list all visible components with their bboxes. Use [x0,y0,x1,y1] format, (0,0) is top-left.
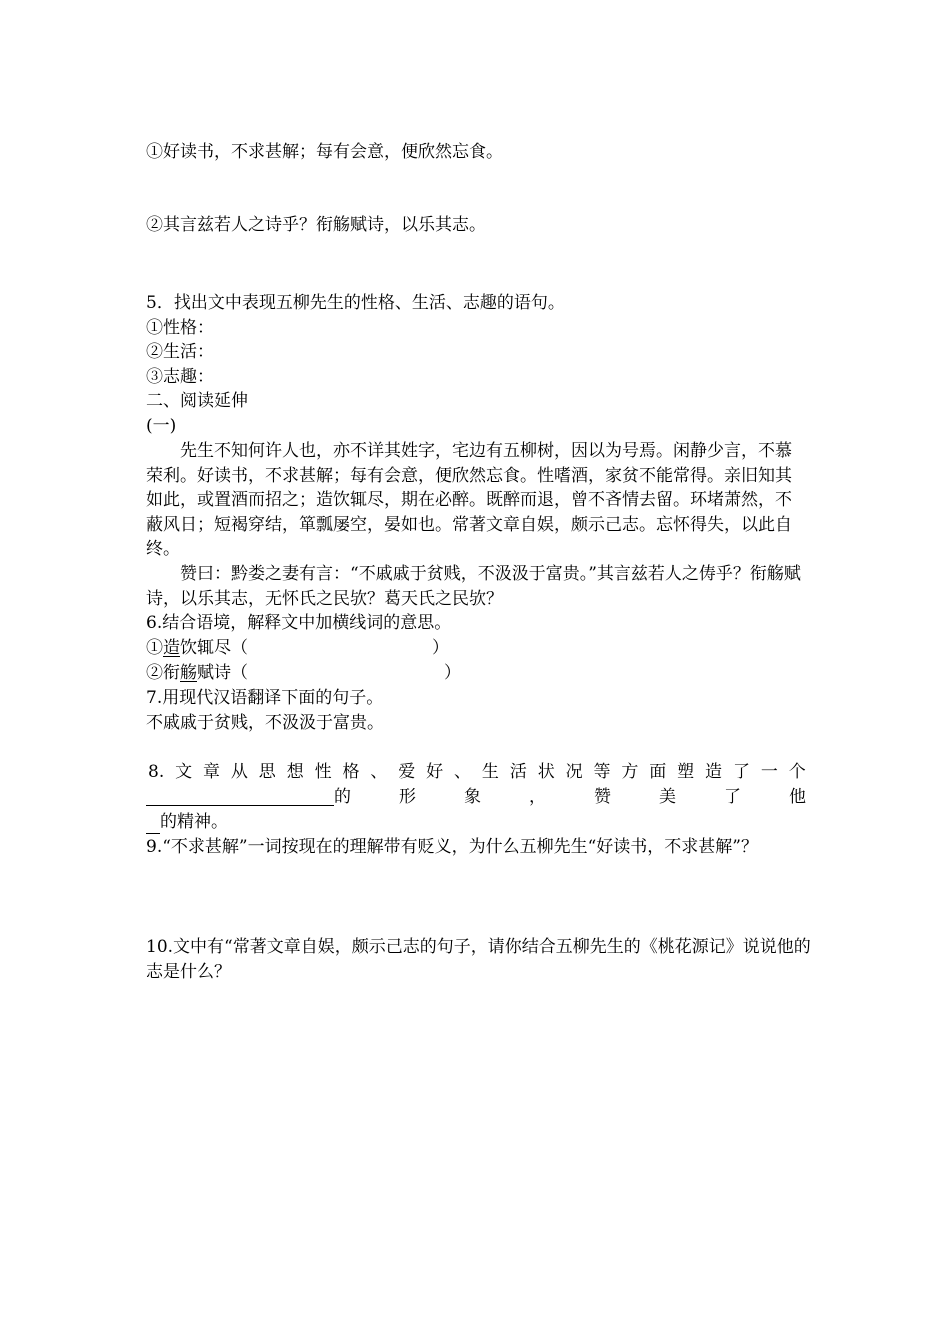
item-1-close: ） [432,638,449,658]
item-1-underlined-word: 造 [163,638,180,658]
item-2-underlined-word: 觞 [180,663,197,683]
question-5-life: ②生活： [146,342,214,362]
q8-char: 8. [148,762,165,782]
sentence-2: ②其言兹若人之诗乎？衔觞赋诗，以乐其志。 [146,215,486,235]
question-5-prompt: 5．找出文中表现五柳先生的性格、生活、志趣的语句。 [146,293,565,313]
q8-char: 文 [175,762,193,782]
question-7-prompt: 7.用现代汉语翻译下面的句子。 [146,688,384,708]
q8-char: 活 [509,762,527,782]
item-2-text: 赋诗（ [197,663,248,683]
q8-char: 个 [788,762,806,782]
q8-char: 等 [593,762,611,782]
question-10: 10.文中有“常著文章自娱，颇示己志的句子，请你结合五柳先生的《桃花源记》说说他的志是什么？ [146,937,811,982]
answer-blank[interactable] [146,785,334,806]
passage-paragraph-2: 赞曰：黔娄之妻有言：“不戚戚于贫贱，不汲汲于富贵。”其言兹若人之俦乎？衔觞赋诗，以乐其志，无怀氏之民欤？葛天氏之民欤？ [146,563,801,609]
answer-blank[interactable] [146,813,160,834]
question-6-prompt: 6.结合语境，解释文中加横线词的意思。 [146,613,452,633]
item-2-close: ） [444,663,461,683]
question-5-character: ①性格： [146,318,214,338]
q8-char: 了 [724,787,741,807]
passage-paragraph-1: 先生不知何许人也，亦不详其姓字，宅边有五柳树，因以为号焉。闲静少言，不慕荣利。好读书，不求甚解；每有会意，便欣然忘食。性嗜酒，家贫不能常得。亲旧知其如此，或置酒而招之；造饮辄尽，期在必醉。既醉而退，曾不吝情去留。环堵萧然，不蔽风日；短褐穿结，箪瓢屡空，晏如也。常著文章自娱，颇示己志。忘怀得失，以此自终。 [146,441,792,560]
question-6-item-1 [146,636,449,660]
q8-char: 爱 [398,762,416,782]
q8-char: 形 [399,787,416,807]
q8-char: 性 [314,762,332,782]
q8-line-2-text [334,785,806,809]
q8-char: 美 [659,787,676,807]
q8-char: 造 [705,762,723,782]
q8-char: 想 [286,762,304,782]
item-2-prefix: ②衔 [146,663,180,683]
question-8-line-3 [146,810,228,834]
question-6-item-2 [146,661,461,685]
q8-char: 一 [760,762,778,782]
q8-char: 方 [621,762,639,782]
q8-char: 象 [464,787,481,807]
section-title: 二、阅读延伸 [146,391,248,411]
q8-char: 思 [258,762,276,782]
q8-char: 生 [481,762,499,782]
q8-char: 状 [537,762,555,782]
q8-char: 格 [342,762,360,782]
q8-char: 、 [454,762,472,782]
q8-char: 塑 [677,762,695,782]
q8-char: 章 [203,762,221,782]
q8-char: 的 [334,787,351,807]
q8-char: 面 [649,762,667,782]
q8-char: 了 [732,762,750,782]
question-9: 9.“不求甚解”一词按现在的理解带有贬义，为什么五柳先生“好读书，不求甚解”？ [146,837,758,857]
question-8-line-2 [146,785,806,809]
question-8-line-1 [148,760,806,784]
sentence-1: ①好读书，不求甚解；每有会意，便欣然忘食。 [146,142,503,162]
q8-char: 从 [230,762,248,782]
q8-char: 他 [789,787,806,807]
q8-char: 好 [426,762,444,782]
question-7-sentence: 不戚戚于贫贱，不汲汲于富贵。 [146,713,384,733]
q8-line-3-text: 的精神。 [160,812,228,832]
q8-char: 、 [370,762,388,782]
item-1-text: 饮辄尽（ [180,638,248,658]
q8-char: 赞 [594,787,611,807]
question-5-interest: ③志趣： [146,367,214,387]
item-1-prefix: ① [146,638,163,658]
section-subtitle: (一) [146,416,177,436]
reading-passage [146,439,806,611]
q8-char: 况 [565,762,583,782]
q8-char: ， [529,787,546,807]
